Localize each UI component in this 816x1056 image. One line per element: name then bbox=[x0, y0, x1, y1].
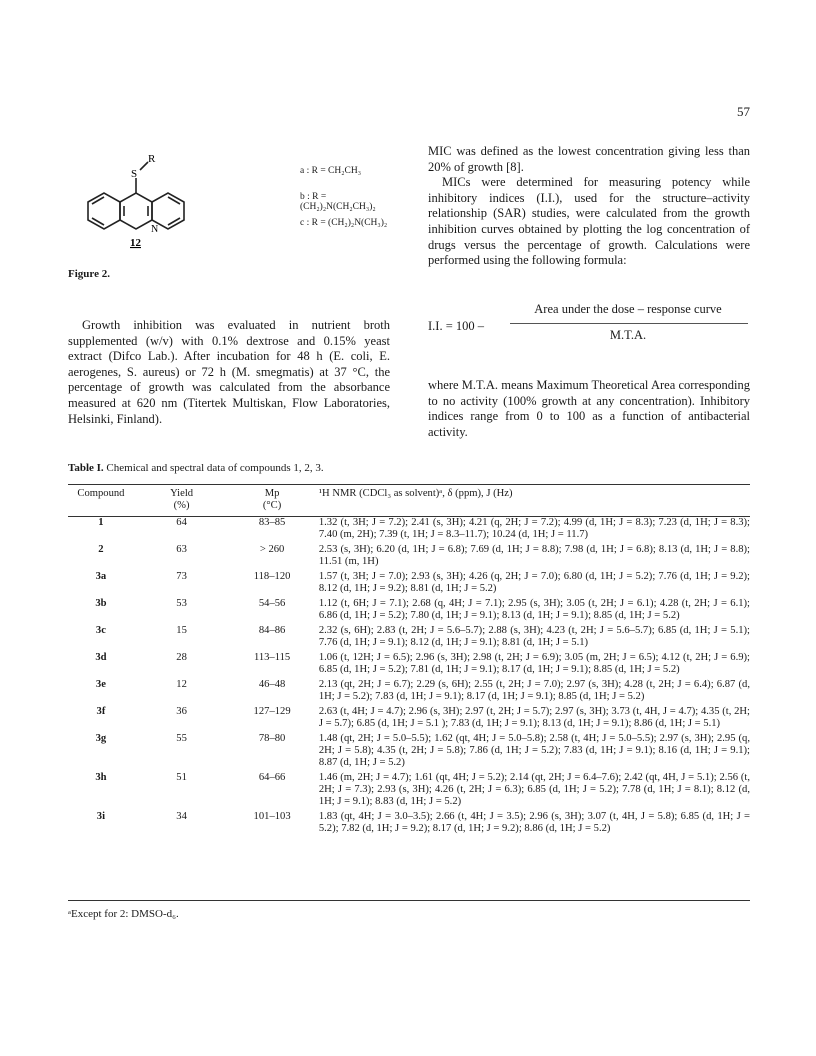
cell-mp: 78–80 bbox=[258, 733, 286, 744]
cell-nmr: 1.57 (t, 3H; J = 7.0); 2.93 (s, 3H); 4.26 (q, 2H; J = 7.0); 6.80 (d, 1H; J = 5.2); 7.76 (d, 1H; J = 9.2); 8.12 (d, 1H; J = 9.2); 8.81 (d, 1H; J = 5.2) bbox=[318, 571, 750, 594]
table-row bbox=[68, 625, 750, 652]
table-caption bbox=[68, 462, 324, 474]
cell-compound: 3b bbox=[95, 598, 107, 609]
cell-mp: 64–66 bbox=[258, 772, 286, 783]
table-row bbox=[68, 772, 750, 811]
formula-denominator: M.T.A. bbox=[609, 328, 647, 342]
cell-yield: 51 bbox=[176, 772, 187, 783]
substituent-c: c : R = (CH₂)₂N(CH₃)₂ bbox=[300, 218, 388, 228]
cell-compound: 3h bbox=[95, 772, 107, 783]
cell-mp: 127–129 bbox=[253, 706, 291, 717]
cell-yield: 12 bbox=[176, 679, 187, 690]
cell-yield: 63 bbox=[176, 544, 187, 555]
table-row bbox=[68, 598, 750, 625]
cell-yield: 28 bbox=[176, 652, 187, 663]
cell-nmr: 1.06 (t, 12H; J = 6.5); 2.96 (s, 3H); 2.98 (t, 2H; J = 6.9); 3.05 (m, 2H; J = 6.5); 4.12 (t, 2H; J = 6.9); 6.85 (d, 1H; J = 5.2); 7.81 (d, 1H; J = 9.1); 8.17 (d, 1H; J = 9.1); 8.85 (d, 1H; J = 5.2) bbox=[318, 652, 750, 675]
inhibitory-index-formula bbox=[428, 302, 750, 352]
table-caption-label: Table I. bbox=[68, 462, 104, 474]
cell-compound: 3d bbox=[95, 652, 107, 663]
figure-caption: Figure 2. bbox=[68, 268, 110, 280]
paragraph: MIC was defined as the lowest concentration giving less than 20% of growth [8]. bbox=[428, 144, 750, 174]
atom-r: R bbox=[148, 153, 156, 165]
table-row bbox=[68, 571, 750, 598]
cell-nmr: 2.63 (t, 4H; J = 4.7); 2.96 (s, 3H); 2.97 (t, 2H; J = 5.7); 2.97 (s, 3H); 3.73 (t, 4H, J = 4.7); 4.35 (t, 2H; J = 5.7); 6.85 (d, 1H; J = 5.1 ); 7.83 (d, 1H; J = 9.1); 8.13 (d, 1H; J = 9.1); 8.86 (d, 1H; J = 5.1) bbox=[318, 706, 750, 729]
cell-mp: > 260 bbox=[259, 544, 285, 555]
cell-nmr: 1.32 (t, 3H; J = 7.2); 2.41 (s, 3H); 4.21 (q, 2H; J = 7.2); 4.99 (d, 1H; J = 8.3); 7.23 (d, 1H; J = 8.3); 7.40 (m, 2H); 7.39 (t, 1H; J = 8.3–11.7); 10.24 (d, 1H; J = 11.7) bbox=[318, 517, 750, 540]
table-footnote: ᵃExcept for 2: DMSO-d₆. bbox=[68, 908, 179, 920]
header-yield-unit: (%) bbox=[173, 500, 190, 511]
cell-mp: 54–56 bbox=[258, 598, 286, 609]
table-bottom-rule bbox=[68, 900, 750, 901]
cell-yield: 34 bbox=[176, 811, 187, 822]
table-row bbox=[68, 544, 750, 571]
atom-s: S bbox=[131, 168, 138, 180]
substituent-a: a : R = CH₂CH₃ bbox=[300, 166, 362, 176]
table-row bbox=[68, 706, 750, 733]
cell-yield: 36 bbox=[176, 706, 187, 717]
atom-n: N bbox=[151, 224, 159, 235]
cell-mp: 84–86 bbox=[258, 625, 286, 636]
cell-nmr: 2.13 (qt, 2H; J = 6.7); 2.29 (s, 6H); 2.55 (t, 2H; J = 7.0); 2.97 (s, 3H); 4.28 (t, 2H; J = 6.4); 6.87 (d, 1H; J = 5.2); 7.83 (d, 1H; J = 9.1); 8.17 (d, 1H; J = 9.1); 8.85 (d, 1H; J = 5.2) bbox=[318, 679, 750, 702]
table-body bbox=[68, 517, 750, 838]
table-row bbox=[68, 733, 750, 772]
substituent-b: b : R = (CH₂)₂N(CH₂CH₃)₂ bbox=[300, 192, 376, 212]
cell-compound: 3a bbox=[95, 571, 107, 582]
cell-compound: 2 bbox=[98, 544, 104, 555]
right-column-top bbox=[428, 144, 750, 269]
cell-yield: 53 bbox=[176, 598, 187, 609]
header-nmr: ¹H NMR (CDCl₃ as solvent)ᵃ, δ (ppm), J (Hz) bbox=[318, 488, 513, 499]
cell-compound: 3c bbox=[95, 625, 106, 636]
cell-nmr: 1.46 (m, 2H; J = 4.7); 1.61 (qt, 4H; J = 5.2); 2.14 (qt, 2H; J = 6.4–7.6); 2.42 (qt, 4H, J = 5.1); 2.56 (t, 2H; J = 7.3); 2.93 (s, 3H); 4.26 (t, 2H; J = 6.3); 6.85 (d, 1H; J = 5.2); 7.78 (d, 1H; J = 8.1); 8.12 (d, 1H; J = 9.1); 8.83 (d, 1H; J = 5.2) bbox=[318, 772, 750, 807]
cell-nmr: 1.48 (qt, 2H; J = 5.0–5.5); 1.62 (qt, 4H; J = 5.0–5.8); 2.58 (t, 4H; J = 5.0–5.5); 2.97 (s, 3H); 2.95 (q, 2H; J = 5.8); 4.35 (t, 2H; J = 5.8); 7.86 (d, 1H; J = 5.2); 7.83 (d, 1H; J = 9.1); 8.16 (d, 1H; J = 9.1); 8.87 (d, 1H; J = 5.2) bbox=[318, 733, 750, 768]
header-compound: Compound bbox=[77, 488, 125, 499]
table-row bbox=[68, 652, 750, 679]
cell-nmr: 2.32 (s, 6H); 2.83 (t, 2H; J = 5.6–5.7); 2.88 (s, 3H); 4.23 (t, 2H; J = 5.6–5.7); 6.85 (d, 1H; J = 5.1); 7.76 (d, 1H; J = 9.1); 8.12 (d, 1H; J = 9.1); 8.81 (d, 1H; J = 5.1) bbox=[318, 625, 750, 648]
table-caption-text: Chemical and spectral data of compounds 1, 2, 3. bbox=[106, 462, 324, 474]
right-column-bottom bbox=[428, 378, 750, 440]
cell-mp: 83–85 bbox=[258, 517, 286, 528]
cell-mp: 118–120 bbox=[253, 571, 291, 582]
header-mp bbox=[229, 486, 315, 517]
paragraph: Growth inhibition was evaluated in nutrient broth supplemented (w/v) with 0.1% dextrose and 0.15% yeast extract (Difco Lab.). After incubation for 48 h (E. coli, E. aerogenes, S. aureus) or 72 h (M. smegmatis) at 37 °C, the percentage of growth was calculated from the absorbance measured at 620 nm (Titertek Multiskan, Flow Laboratories, Helsinki, Finland). bbox=[68, 318, 390, 426]
cell-mp: 113–115 bbox=[253, 652, 291, 663]
page-number: 57 bbox=[737, 104, 750, 119]
header-yield bbox=[134, 486, 229, 517]
acridine-structure bbox=[68, 150, 268, 270]
cell-mp: 101–103 bbox=[253, 811, 291, 822]
cell-compound: 3g bbox=[95, 733, 107, 744]
paragraph: MICs were determined for measuring potency while inhibitory indices (I.I.), used for the structure–activity relationship (SAR) studies, were calculated from the growth inhibition curves obtained by plotting the log concentration of drugs versus the percentage of growth. Calculations were performed using the following formula: bbox=[428, 175, 750, 268]
cell-compound: 1 bbox=[98, 517, 104, 528]
formula-numerator: Area under the dose – response curve bbox=[534, 302, 722, 316]
fraction-bar bbox=[510, 323, 748, 324]
cell-compound: 3f bbox=[96, 706, 106, 717]
cell-nmr: 1.83 (qt, 4H; J = 3.0–3.5); 2.66 (t, 4H; J = 3.5); 2.96 (s, 3H); 3.07 (t, 4H, J = 5.8); 6.85 (d, 1H; J = 5.2); 7.82 (d, 1H; J = 9.2); 8.17 (d, 1H; J = 9.2); 8.86 (d, 1H; J = 5.2) bbox=[318, 811, 750, 834]
paragraph: where M.T.A. means Maximum Theoretical Area corresponding to no activity (100% growth at any concentration). Inhibitory indices range from 0 to 100 as a function of antibacterial activity. bbox=[428, 378, 750, 439]
header-yield-label: Yield bbox=[170, 488, 194, 499]
cell-mp: 46–48 bbox=[258, 679, 286, 690]
header-mp-label: Mp bbox=[264, 488, 280, 499]
formula-lhs: I.I. = 100 – bbox=[428, 319, 484, 333]
cell-compound: 3i bbox=[96, 811, 106, 822]
cell-yield: 15 bbox=[176, 625, 187, 636]
table-row bbox=[68, 811, 750, 838]
cell-yield: 55 bbox=[176, 733, 187, 744]
cell-yield: 64 bbox=[176, 517, 187, 528]
cell-nmr: 1.12 (t, 6H; J = 7.1); 2.68 (q, 4H; J = 7.1); 2.95 (s, 3H); 3.05 (t, 2H; J = 6.1); 4.28 (t, 2H; J = 6.1); 6.86 (d, 1H; J = 5.2); 7.80 (d, 1H; J = 9.1); 8.13 (d, 1H; J = 9.1); 8.85 (d, 1H; J = 5.2) bbox=[318, 598, 750, 621]
table-row bbox=[68, 517, 750, 544]
data-table bbox=[68, 486, 750, 838]
table-row bbox=[68, 679, 750, 706]
header-mp-unit: (°C) bbox=[262, 500, 282, 511]
compound-label: 12 bbox=[130, 237, 141, 249]
cell-nmr: 2.53 (s, 3H); 6.20 (d, 1H; J = 6.8); 7.69 (d, 1H; J = 8.8); 7.98 (d, 1H; J = 6.8); 8.13 (d, 1H; J = 8.8); 11.51 (m, 1H) bbox=[318, 544, 750, 567]
table-header-row bbox=[68, 486, 750, 517]
cell-yield: 73 bbox=[176, 571, 187, 582]
cell-compound: 3e bbox=[95, 679, 106, 690]
left-column bbox=[68, 318, 390, 427]
table-top-rule bbox=[68, 484, 750, 485]
figure-2 bbox=[68, 150, 398, 300]
